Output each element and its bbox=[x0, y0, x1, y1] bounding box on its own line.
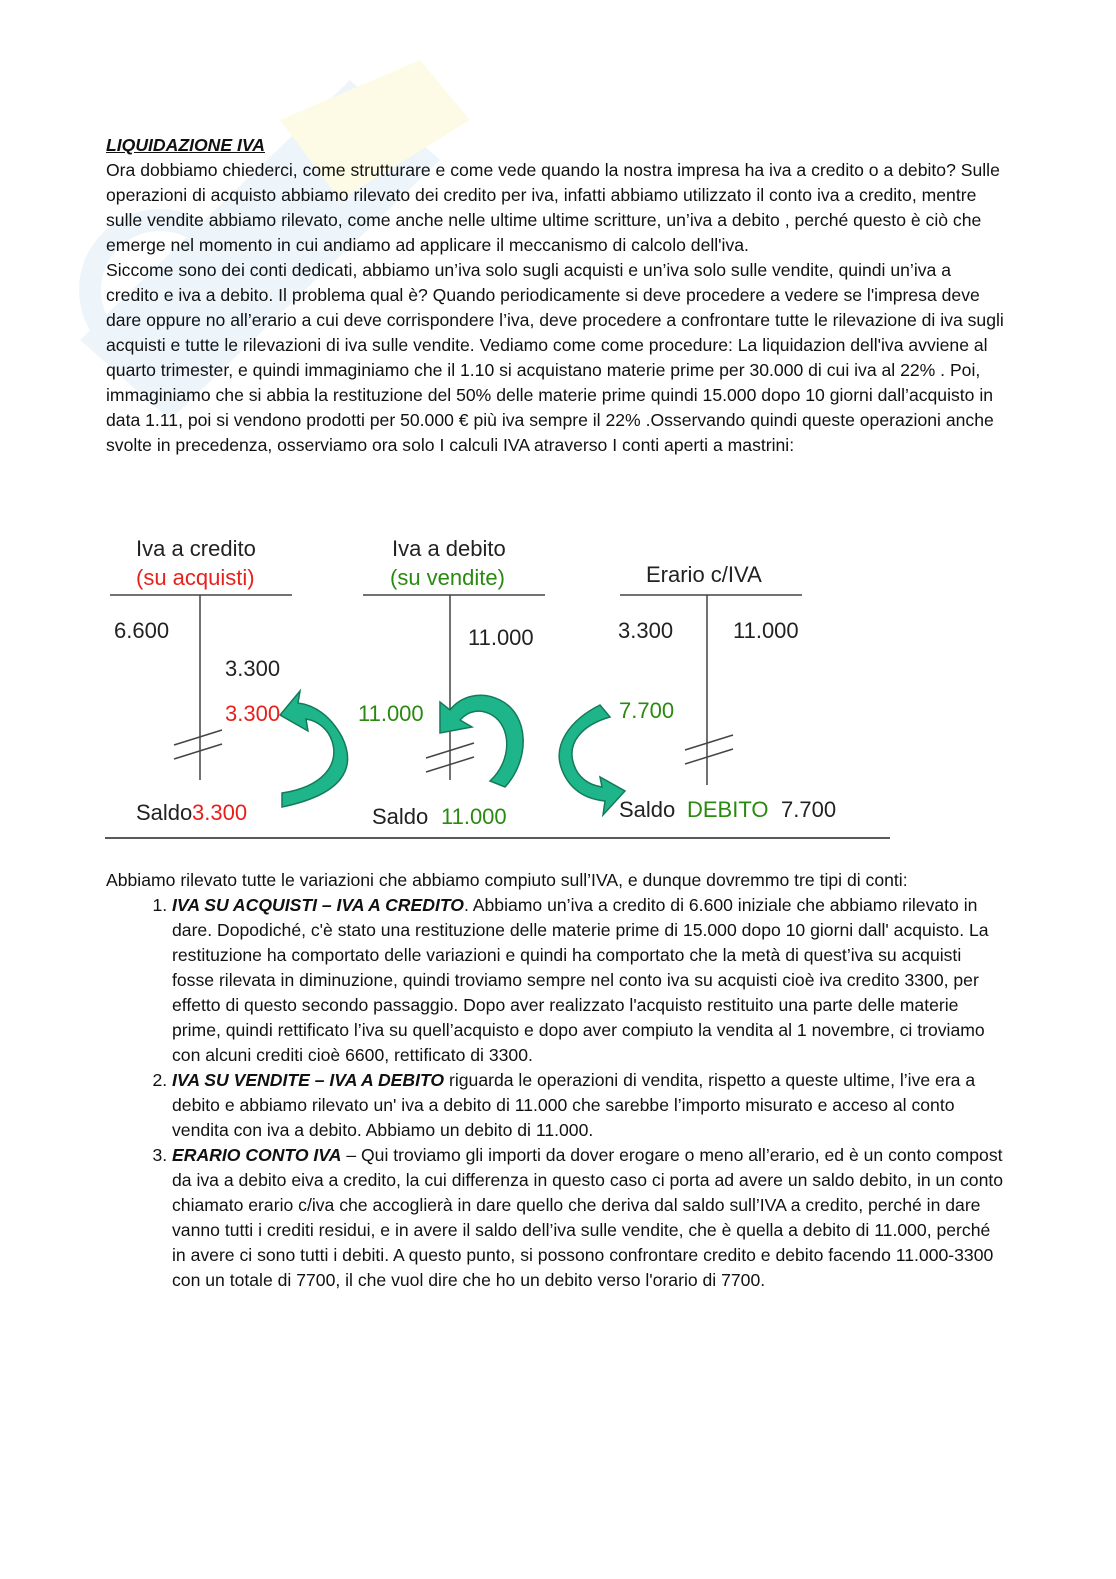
account-title: Erario c/IVA bbox=[646, 562, 762, 587]
item-text: . Abbiamo un’iva a credito di 6.600 iniziale che abbiamo rilevato in dare. Dopodiché, c'è stato una restituzione delle materie prime di 15.000 dopo 10 giorni dall' acquisto. La restituzione ha comportato delle variazioni e quindi ha comportato che la metà di quest’iva su acquisti fosse rilevata in diminuzione, quindi troviamo sempre nel conto iva su acquisti cioè iva credito 3300, per effetto di questo secondo passaggio. Dopo aver realizzato l'acquisto restituito una parte delle materie prime, quindi rettificato l’iva su quell’acquisto e dopo aver compiuto la vendita al 1 novembre, ci troviamo con alcuni crediti cioè 6600, rettificato di 3300. bbox=[172, 895, 989, 1065]
saldo-value: 7.700 bbox=[781, 797, 837, 822]
item-heading: IVA SU ACQUISTI – IVA A CREDITO bbox=[172, 895, 464, 915]
balancing-value: 11.000 bbox=[358, 701, 424, 726]
curved-arrow-icon bbox=[440, 695, 523, 787]
saldo-value: 11.000 bbox=[441, 804, 507, 829]
avere-value: 11.000 bbox=[468, 625, 534, 650]
item-text: riguarda le operazioni di vendita, rispetto a queste ultime, l’ive era a debito e abbiamo rilevato un' iva a debito di 11.000 che sarebbe l’importo misurato e acceso al conto vendita con iva a debito. Abbiamo un debito di 11.000. bbox=[172, 1070, 976, 1140]
balancing-value: 7.700 bbox=[619, 698, 675, 723]
intro-section bbox=[106, 133, 1006, 458]
account-iva-credito bbox=[110, 536, 292, 825]
saldo-label: Saldo bbox=[136, 800, 193, 825]
saldo-label: Saldo bbox=[372, 804, 429, 829]
account-title: Iva a credito bbox=[136, 536, 256, 561]
account-subtitle: (su acquisti) bbox=[136, 565, 255, 590]
saldo-kind: DEBITO bbox=[687, 797, 769, 822]
balancing-value: 3.300 bbox=[225, 701, 281, 726]
avere-value: 11.000 bbox=[733, 618, 799, 643]
account-explanation-list bbox=[106, 893, 1006, 1293]
avere-value: 3.300 bbox=[225, 656, 281, 681]
list-item bbox=[172, 1068, 1006, 1143]
item-heading: ERARIO CONTO IVA bbox=[172, 1145, 342, 1165]
account-erario-iva bbox=[618, 562, 836, 822]
arrows bbox=[280, 691, 625, 815]
list-item bbox=[172, 893, 1006, 1068]
curved-arrow-icon bbox=[280, 691, 348, 807]
explanation-intro: Abbiamo rilevato tutte le variazioni che abbiamo compiuto sull’IVA, e dunque dovremmo tre tipi di conti: bbox=[106, 870, 908, 890]
page-title: LIQUIDAZIONE IVA bbox=[106, 135, 265, 155]
account-iva-debito bbox=[358, 536, 545, 829]
item-heading: IVA SU VENDITE – IVA A DEBITO bbox=[172, 1070, 445, 1090]
saldo-label: Saldo bbox=[619, 797, 676, 822]
dare-value: 3.300 bbox=[618, 618, 674, 643]
paragraph-1: Ora dobbiamo chiederci, come strutturare e come vede quando la nostra impresa ha iva a credito o a debito? Sulle operazioni di acquisto abbiamo rilevato dei credito per iva, infatti abbiamo utilizzato il conto iva a credito, mentre sulle vendite abbiamo rilevato, come anche nelle ultime ultime scritture, un’iva a debito , perché questo è ciò che emerge nel momento in cui andiamo ad applicare il meccanismo di calcolo dell'iva. bbox=[106, 160, 1000, 255]
dare-value: 6.600 bbox=[114, 618, 170, 643]
account-subtitle: (su vendite) bbox=[390, 565, 505, 590]
t-accounts-diagram bbox=[100, 525, 900, 850]
account-title: Iva a debito bbox=[392, 536, 506, 561]
saldo-value: 3.300 bbox=[192, 800, 248, 825]
paragraph-2: Siccome sono dei conti dedicati, abbiamo un’iva solo sugli acquisti e un’iva solo sulle vendite, quindi un’iva a credito e iva a debito. Il problema qual è? Quando periodicamente si deve procedere a vedere se l'impresa deve dare oppure no all’erario a cui deve corrispondere l’iva, deve procedere a confrontare tutte le rilevazione di iva sugli acquisti e tutte le rilevazioni di iva sulle vendite. Vediamo come come procedure: La liquidazion dell'iva avviene al quarto trimester, e quindi immaginiamo che il 1.10 si acquistano materie prime per 30.000 di cui iva al 22% . Poi, immaginiamo che si abbia la restituzione del 50% delle materie prime quindi 15.000 dopo 10 giorni dall’acquisto in data 1.11, poi si vendono prodotti per 50.000 € più iva sempre il 22% .Osservando quindi queste operazioni anche svolte in precedenza, osserviamo ora solo I calculi IVA atraverso I conti aperti a mastrini: bbox=[106, 260, 1004, 455]
explanation-section bbox=[106, 868, 1006, 1293]
list-item bbox=[172, 1143, 1006, 1293]
curved-arrow-icon bbox=[559, 705, 625, 815]
item-text: – Qui troviamo gli importi da dover erogare o meno all’erario, ed è un conto compost da iva a debito eiva a credito, la cui differenza in questo caso ci porta ad avere un saldo debito, in un conto chiamato erario c/iva che accoglierà in dare quello che deriva dal saldo sull’IVA a credito, perché in dare vanno tutti i crediti residui, e in avere il saldo dell’iva sulle vendite, che è quella a debito di 11.000, perché in avere ci sono tutti i debiti. A questo punto, si possono confrontare credito e debito facendo 11.000-3300 con un totale di 7700, il che vuol dire che ho un debito verso l'orario di 7700. bbox=[172, 1145, 1004, 1290]
